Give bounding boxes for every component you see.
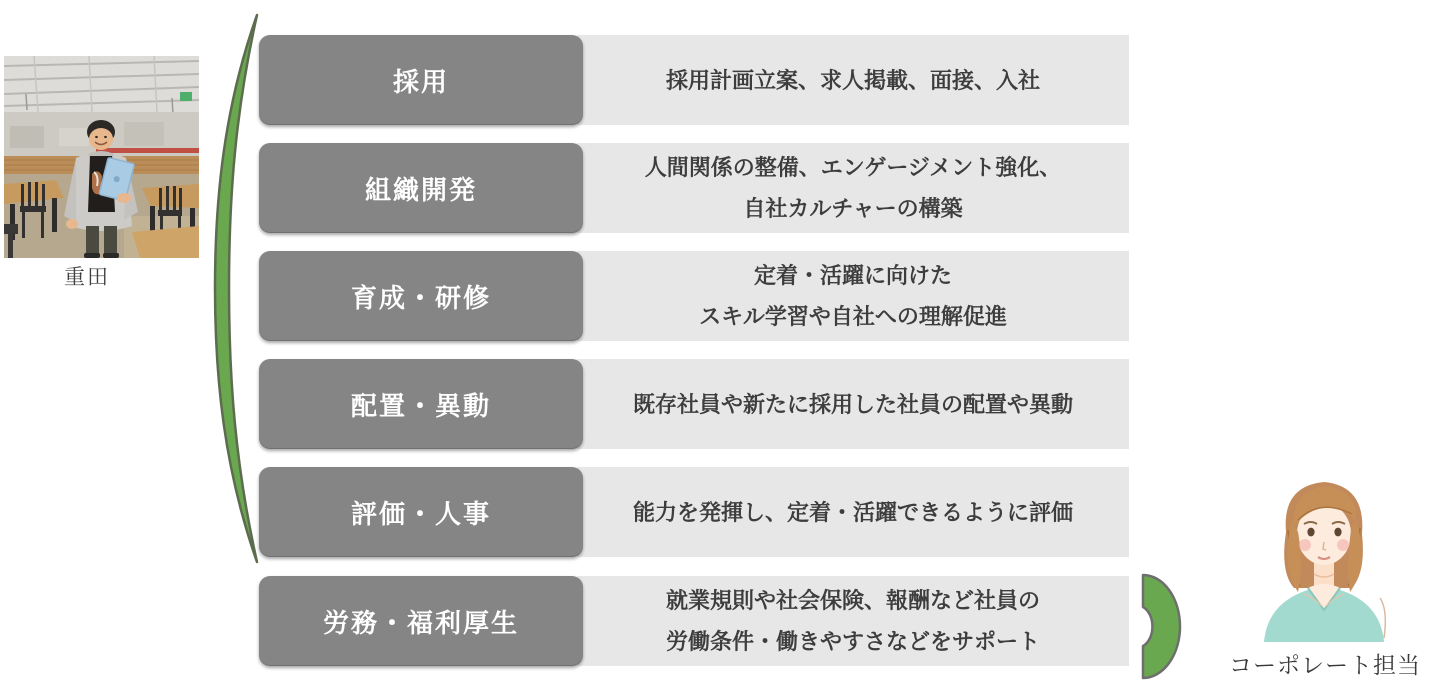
role-label: コーポレート担当	[1229, 652, 1421, 678]
right-bracket-shape	[1141, 573, 1185, 680]
hr-description-box-org-development	[577, 143, 1129, 233]
hr-description-line: 能力を発揮し、定着・活躍できるように評価	[632, 499, 1073, 525]
left-bracket-shape	[212, 10, 262, 567]
hr-category-box-placement	[259, 359, 583, 449]
hr-category-label: 配置・異動	[350, 390, 491, 421]
hr-category-label: 組織開発	[364, 174, 477, 205]
hr-description-line: 労働条件・働きやすさなどをサポート	[665, 629, 1040, 654]
hr-category-box-org-development	[259, 143, 583, 233]
hr-description-box-recruiting	[577, 35, 1129, 125]
hr-category-label: 評価・人事	[350, 498, 491, 529]
hr-description-line: 就業規則や社会保険、報酬など社員の	[665, 588, 1040, 613]
hr-category-box-training	[259, 251, 583, 341]
hr-description-line: 人間関係の整備、エンゲージメント強化、	[644, 155, 1062, 180]
hr-category-box-labor-welfare	[259, 576, 583, 666]
hr-category-label: 労務・福利厚生	[322, 607, 519, 638]
corporate-avatar-illustration	[1248, 470, 1400, 642]
hr-description-line: 採用計画立案、求人掲載、面接、入社	[665, 67, 1040, 93]
hr-description-box-labor-welfare	[577, 576, 1129, 666]
hr-category-box-evaluation	[259, 467, 583, 557]
exit-sign	[180, 92, 192, 101]
hr-description-line: スキル学習や自社への理解促進	[699, 304, 1007, 329]
hr-category-box-recruiting	[259, 35, 583, 125]
hr-description-line: 既存社員や新たに採用した社員の配置や異動	[632, 391, 1073, 417]
hr-description-line: 自社カルチャーの構築	[743, 196, 963, 221]
shigeta-photo	[4, 56, 199, 258]
hr-description-box-training	[577, 251, 1129, 341]
hr-category-label: 採用	[392, 66, 449, 97]
hr-category-label: 育成・研修	[350, 282, 491, 313]
hr-description-line: 定着・活躍に向けた	[753, 263, 952, 288]
person-name-label: 重田	[64, 266, 110, 289]
hr-description-box-placement	[577, 359, 1129, 449]
hr-description-box-evaluation	[577, 467, 1129, 557]
